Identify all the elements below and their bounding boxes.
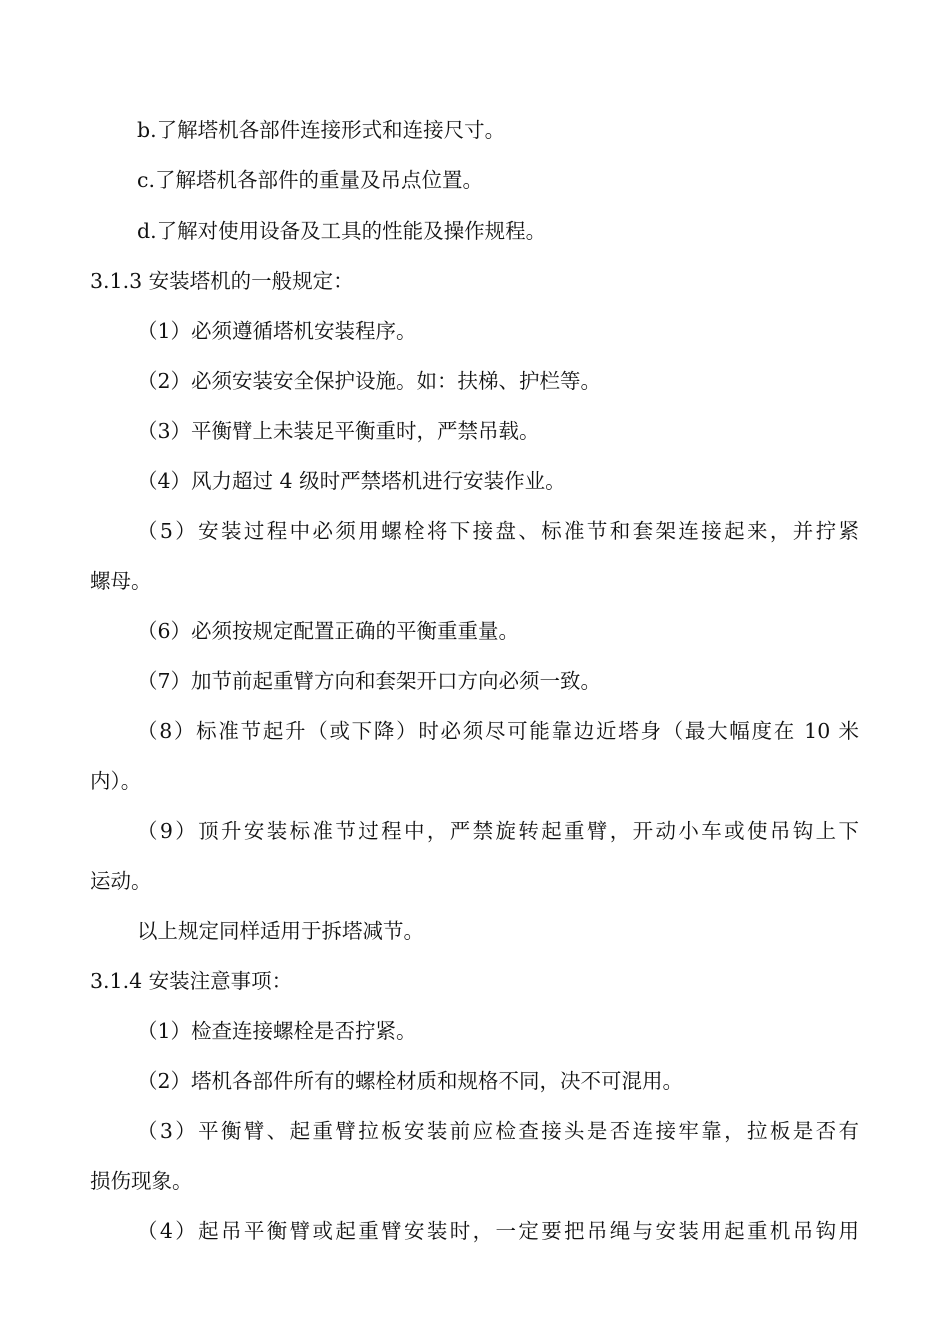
text-line: （9）顶升安装标准节过程中，严禁旋转起重臂，开动小车或使吊钩上下 xyxy=(137,819,859,843)
text-line: （2）必须安装安全保护设施。如：扶梯、护栏等。 xyxy=(137,369,602,393)
section-heading-3-1-3: 3.1.3 安装塔机的一般规定： xyxy=(90,269,354,293)
section-heading-3-1-4: 3.1.4 安装注意事项： xyxy=(90,969,293,993)
text-line: （1）必须遵循塔机安装程序。 xyxy=(137,319,417,343)
text-line: （4）风力超过 4 级时严禁塔机进行安装作业。 xyxy=(137,469,566,493)
text-line-continuation: 运动。 xyxy=(90,869,152,893)
text-line: （1）检查连接螺栓是否拧紧。 xyxy=(137,1019,417,1043)
text-line-continuation: 损伤现象。 xyxy=(90,1169,193,1193)
text-line: b.了解塔机各部件连接形式和连接尺寸。 xyxy=(137,118,506,142)
text-line-continuation: 螺母。 xyxy=(90,569,152,593)
text-line: （5）安装过程中必须用螺栓将下接盘、标准节和套架连接起来，并拧紧 xyxy=(137,519,859,543)
text-line: （3）平衡臂上未装足平衡重时，严禁吊载。 xyxy=(137,419,540,443)
text-line: （7）加节前起重臂方向和套架开口方向必须一致。 xyxy=(137,669,602,693)
text-line: c.了解塔机各部件的重量及吊点位置。 xyxy=(137,168,483,192)
text-line: （2）塔机各部件所有的螺栓材质和规格不同，决不可混用。 xyxy=(137,1069,684,1093)
text-line-continuation: 内）。 xyxy=(90,769,142,793)
text-line: （4）起吊平衡臂或起重臂安装时，一定要把吊绳与安装用起重机吊钩用 xyxy=(137,1219,859,1243)
text-line: （6）必须按规定配置正确的平衡重重量。 xyxy=(137,619,520,643)
text-line: （8）标准节起升（或下降）时必须尽可能靠边近塔身（最大幅度在 10 米 xyxy=(137,719,859,743)
text-line: （3）平衡臂、起重臂拉板安装前应检查接头是否连接牢靠，拉板是否有 xyxy=(137,1119,859,1143)
text-line: 以上规定同样适用于拆塔减节。 xyxy=(137,919,424,943)
text-line: d.了解对使用设备及工具的性能及操作规程。 xyxy=(137,219,547,243)
